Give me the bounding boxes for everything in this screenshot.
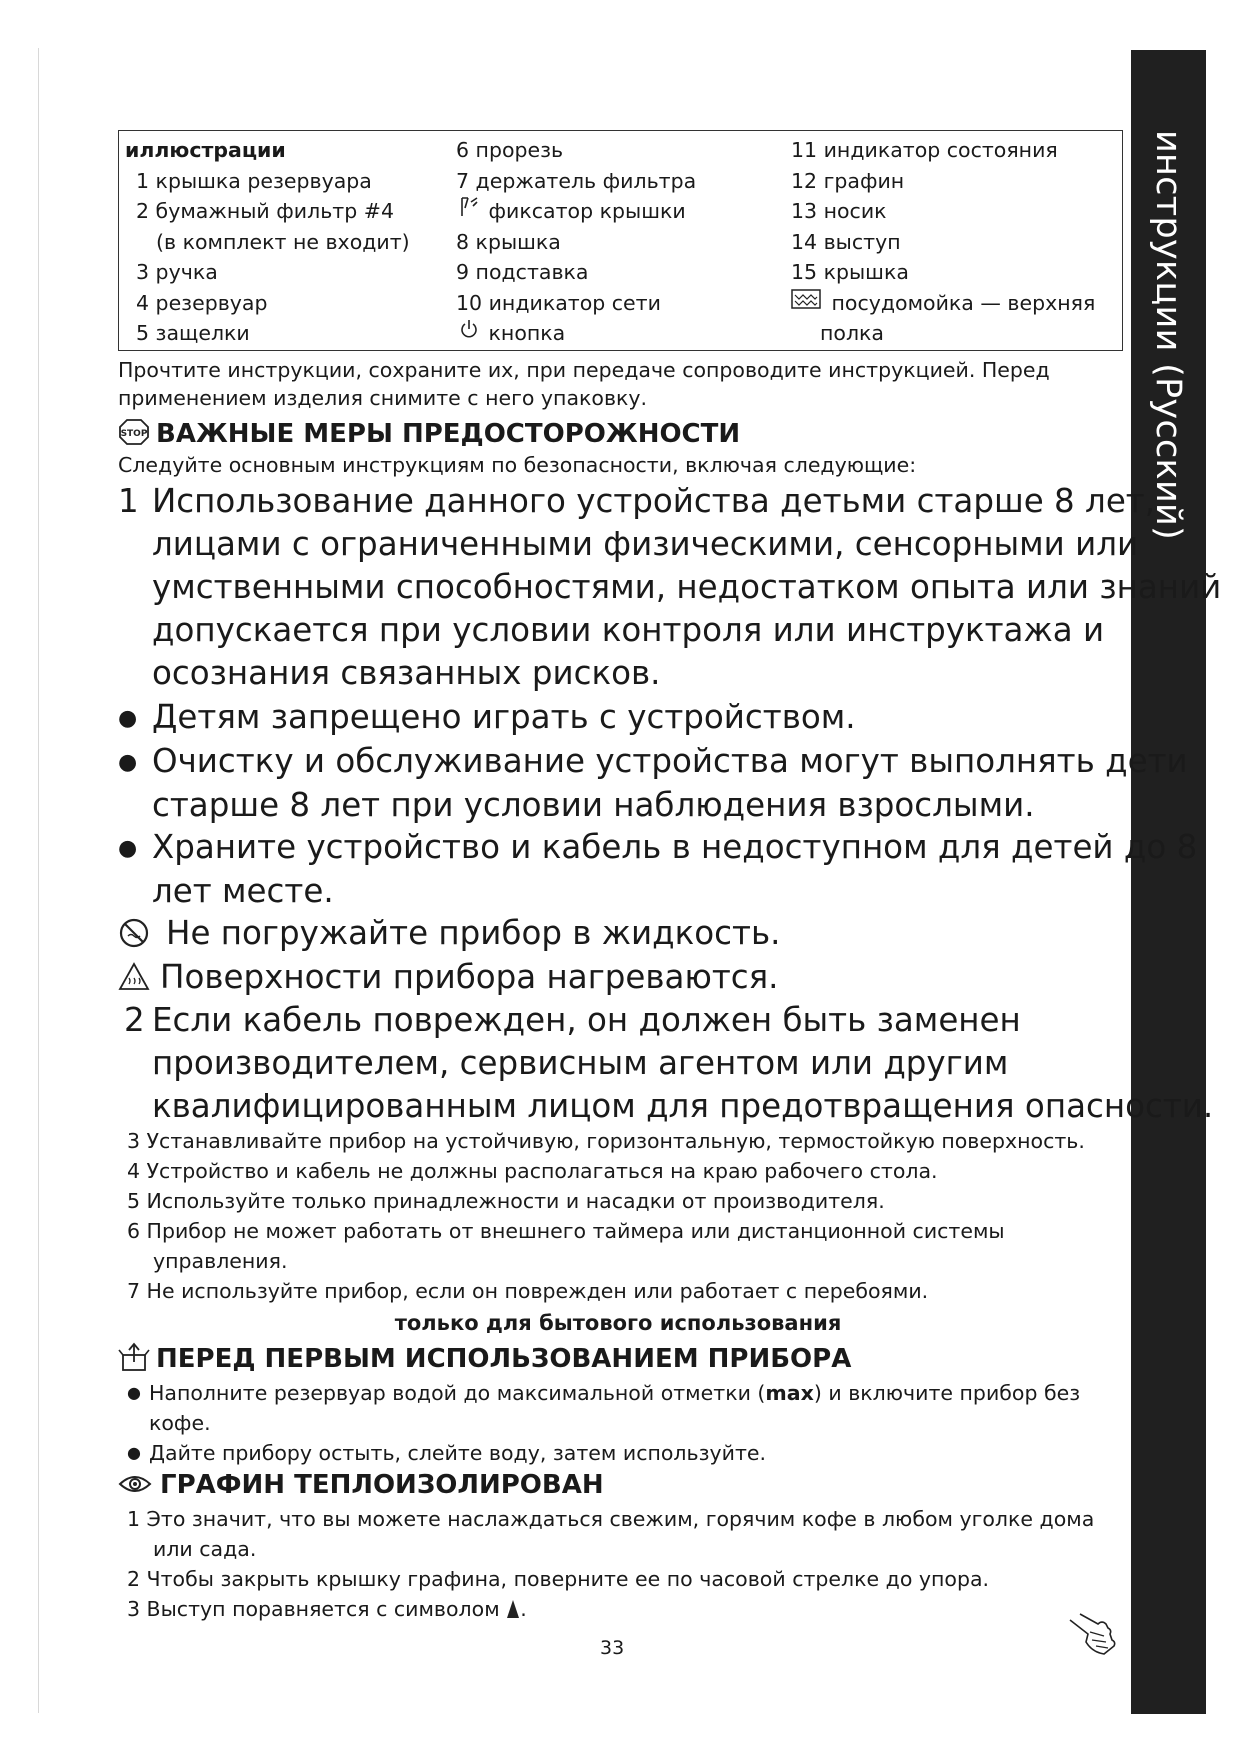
legend-column-1 xyxy=(125,135,410,349)
intro-text: Прочтите инструкции, сохраните их, при передаче сопроводите инструкцией. Перед применением изделия снимите с него упаковку. xyxy=(118,358,1050,410)
legend-item: 6 прорезь xyxy=(456,138,564,162)
carafe-heading: ГРАФИН ТЕПЛОИЗОЛИРОВАН xyxy=(118,1468,1118,1502)
filter-latch-icon xyxy=(456,196,482,227)
legend-item: 4 резервуар xyxy=(136,290,268,315)
eye-icon xyxy=(118,1468,160,1502)
alignment-mark-icon xyxy=(506,1597,520,1621)
safety-bullet: ● Детям запрещено играть с устройством. xyxy=(118,696,856,740)
legend-column-3 xyxy=(791,135,1095,349)
bullet-icon: ● xyxy=(118,706,138,731)
illustration-legend xyxy=(118,130,1123,351)
legend-item: 12 графин xyxy=(791,168,905,193)
legend-item: полка xyxy=(820,321,884,345)
first-use-bullet-1: ● Наполните резервуар водой до максимальной отметки (max) и включите прибор без кофе. xyxy=(127,1378,1080,1438)
carafe-item-3: 3 Выступ поравняется с символом . xyxy=(127,1597,527,1621)
household-use-note: только для бытового использования xyxy=(394,1311,842,1335)
legend-item: кнопка xyxy=(456,318,696,349)
bullet-icon: ● xyxy=(118,750,138,775)
hot-surface-warning: Поверхности прибора нагреваются. xyxy=(118,956,779,999)
first-use-bullet-2: ● Дайте прибору остыть, слейте воду, затем используйте. xyxy=(127,1438,766,1468)
hot-surface-icon xyxy=(118,956,160,999)
stop-icon xyxy=(118,417,156,451)
safety-item-4: 4 Устройство и кабель не должны располагаться на краю рабочего стола. xyxy=(127,1159,938,1183)
carafe-item-1: 1 Это значит, что вы можете наслаждаться свежим, горячим кофе в любом уголке дома или сада. xyxy=(127,1507,1095,1561)
legend-item: 9 подставка xyxy=(456,260,589,284)
bullet-icon: ● xyxy=(127,1383,141,1402)
safety-item-2: 2 Если кабель поврежден, он должен быть заменен производителем, сервисным агентом или другим квалифицированным лицом для предотвращения опасности. xyxy=(124,1001,1214,1125)
page-edge-line xyxy=(38,48,39,1713)
legend-item-note: (в комплект не входит) xyxy=(156,229,410,254)
safety-heading: STOP ВАЖНЫЕ МЕРЫ ПРЕДОСТОРОЖНОСТИ xyxy=(118,417,1118,451)
bullet-icon: ● xyxy=(118,836,138,861)
side-tab-title: инструкции (Русский) xyxy=(1148,130,1188,541)
legend-item: 14 выступ xyxy=(791,229,901,254)
safety-item-5: 5 Используйте только принадлежности и насадки от производителя. xyxy=(127,1189,885,1213)
safety-item-1: 1 Использование данного устройства детьми старше 8 лет, лицами с ограниченными физическими, сенсорными или умственными способностями, недостатком опыта или знаний допускается при условии контроля или инструктажа и осознания связанных рисков. xyxy=(118,482,1222,692)
carafe-item-2: 2 Чтобы закрыть крышку графина, поверните ее по часовой стрелке до упора. xyxy=(127,1567,990,1591)
legend-item: посудомойка — верхняя xyxy=(791,288,1095,319)
safety-bullet: ● Храните устройство и кабель в недоступном для детей до 8 лет месте. xyxy=(118,828,1198,910)
safety-item-6: 6 Прибор не может работать от внешнего таймера или дистанционной системы управления. xyxy=(127,1219,1005,1273)
legend-item: 5 защелки xyxy=(136,321,250,345)
page-number: 33 xyxy=(600,1637,625,1659)
bullet-icon: ● xyxy=(127,1443,141,1462)
unpack-box-icon xyxy=(118,1342,156,1376)
no-immerse-icon xyxy=(118,912,166,955)
legend-item: фиксатор крышки xyxy=(456,196,696,227)
safety-bullet: ● Очистку и обслуживание устройства могут выполнять дети старше 8 лет при условии наблюдения взрослыми. xyxy=(118,742,1188,824)
dishwasher-icon xyxy=(791,288,825,319)
legend-item: 7 держатель фильтра xyxy=(456,168,697,193)
first-use-heading: ПЕРЕД ПЕРВЫМ ИСПОЛЬЗОВАНИЕМ ПРИБОРА xyxy=(118,1342,1118,1376)
legend-title: иллюстрации xyxy=(125,138,286,162)
legend-item: 3 ручка xyxy=(136,260,218,284)
power-icon xyxy=(456,318,482,349)
safety-item-3: 3 Устанавливайте прибор на устойчивую, горизонтальную, термостойкую поверхность. xyxy=(127,1129,1085,1153)
no-immerse-warning: Не погружайте прибор в жидкость. xyxy=(118,912,780,955)
safety-item-7: 7 Не используйте прибор, если он поврежден или работает с перебоями. xyxy=(127,1279,929,1303)
legend-item: 2 бумажный фильтр #4 xyxy=(136,199,394,223)
legend-item: 13 носик xyxy=(791,199,887,223)
svg-text:STOP: STOP xyxy=(120,429,148,439)
safety-subheading: Следуйте основным инструкциям по безопасности, включая следующие: xyxy=(118,453,917,477)
legend-item: 8 крышка xyxy=(456,229,561,254)
legend-item: 10 индикатор сети xyxy=(456,290,661,315)
legend-item: 11 индикатор состояния xyxy=(791,138,1058,162)
legend-column-2 xyxy=(456,135,696,349)
pointing-hand-icon xyxy=(1066,1612,1120,1664)
legend-item: 1 крышка резервуара xyxy=(136,168,372,193)
legend-item: 15 крышка xyxy=(791,260,909,284)
